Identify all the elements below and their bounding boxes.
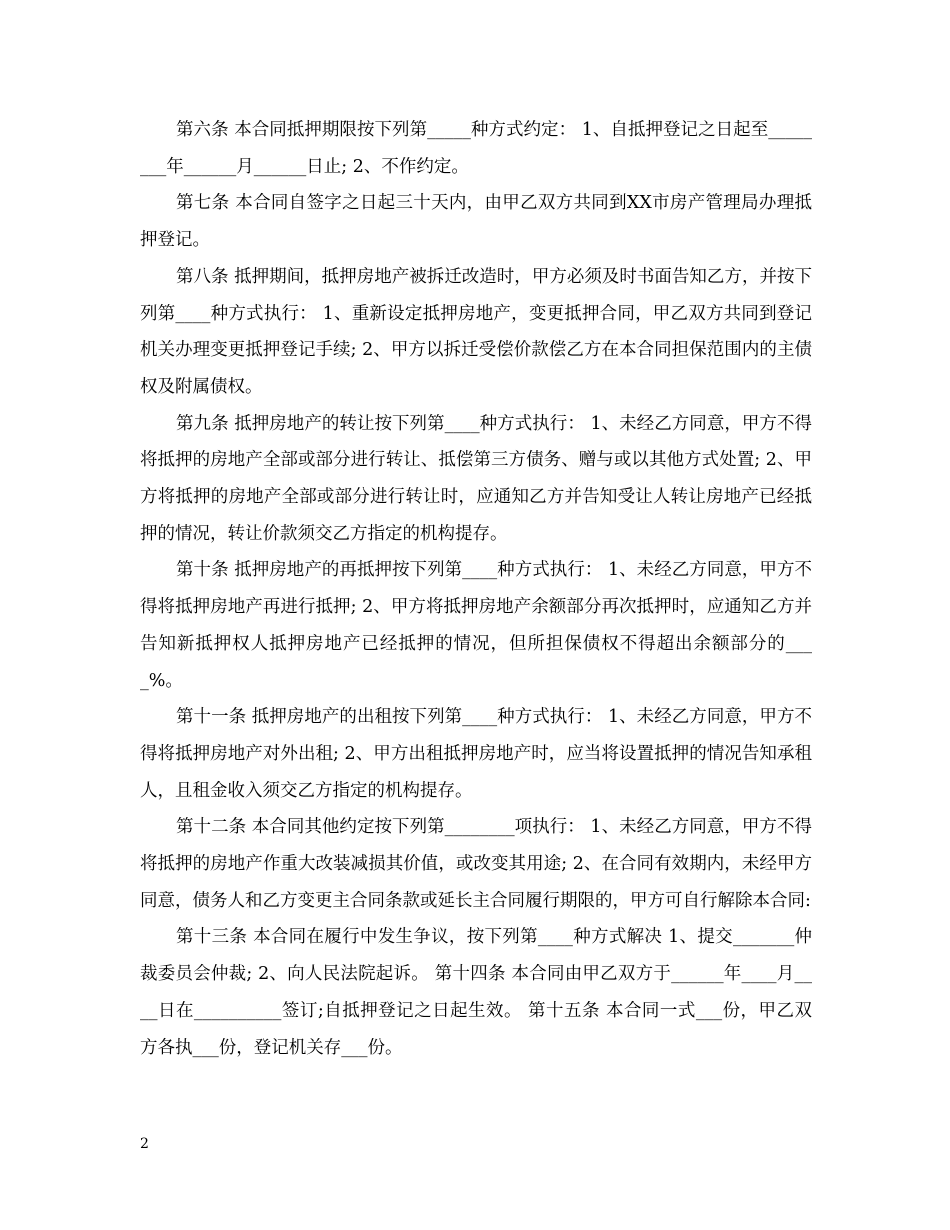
clause-10: 第十条 抵押房地产的再抵押按下列第____种方式执行： 1、未经乙方同意，甲方不得将抵押房地产再进行抵押; 2、甲方将抵押房地产余额部分再次抵押时，应通知乙方并告知新抵押权人抵押房地产已经抵押的情况，但所担保债权不得超出余额部分的____%。 xyxy=(140,560,812,691)
clause-12: 第十二条 本合同其他约定按下列第________项执行： 1、未经乙方同意，甲方不得将抵押的房地产作重大改装减损其价值，或改变其用途; 2、在合同有效期内，未经甲方同意，债务人和乙方变更主合同条款或延长主合同履行期限的，甲方可自行解除本合同: xyxy=(140,817,812,911)
page-number: 2 xyxy=(140,1136,149,1152)
clause-7: 第七条 本合同自签字之日起三十天内，由甲乙双方共同到XX市房产管理局办理抵押登记。 xyxy=(140,193,812,251)
clause-9: 第九条 抵押房地产的转让按下列第____种方式执行： 1、未经乙方同意，甲方不得将抵押的房地产全部或部分进行转让、抵偿第三方债务、赠与或以其他方式处置; 2、甲方将抵押的房地产全部或部分进行转让时，应通知乙方并告知受让人转让房地产已经抵押的情况，转让价款须交乙方指定的机构提存。 xyxy=(140,413,812,544)
document-body xyxy=(140,112,812,1066)
clause-13-15: 第十三条 本合同在履行中发生争议，按下列第____种方式解决 1、提交_______仲裁委员会仲裁; 2、向人民法院起诉。 第十四条 本合同由甲乙双方于______年____月____日在__________签订;自抵押登记之日起生效。 第十五条 本合同一式___份，甲乙双方各执___份，登记机关存___份。 xyxy=(140,927,812,1058)
clause-11: 第十一条 抵押房地产的出租按下列第____种方式执行： 1、未经乙方同意，甲方不得将抵押房地产对外出租; 2、甲方出租抵押房地产时，应当将设置抵押的情况告知承租人，且租金收入须交乙方指定的机构提存。 xyxy=(140,707,812,801)
clause-6: 第六条 本合同抵押期限按下列第_____种方式约定： 1、自抵押登记之日起至________年______月______日止; 2、不作约定。 xyxy=(140,120,812,177)
clause-8: 第八条 抵押期间，抵押房地产被拆迁改造时，甲方必须及时书面告知乙方，并按下列第____种方式执行： 1、重新设定抵押房地产，变更抵押合同，甲乙双方共同到登记机关办理变更抵押登记手续; 2、甲方以拆迁受偿价款偿乙方在本合同担保范围内的主债权及附属债权。 xyxy=(140,266,812,397)
